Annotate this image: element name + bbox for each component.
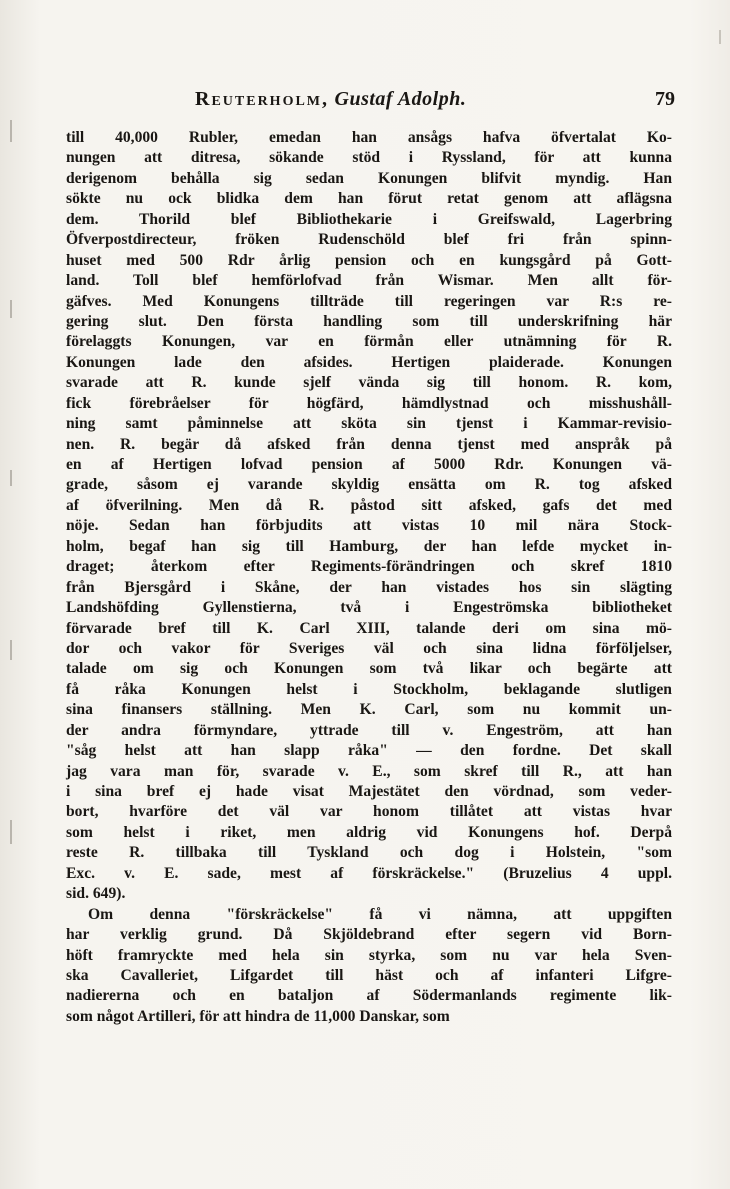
margin-mark bbox=[719, 30, 721, 44]
running-title-given-names: Gustaf Adolph. bbox=[334, 88, 467, 110]
text-line: ska Cavalleriet, Lifgardet till häst och af infanteri Lifgre- bbox=[66, 966, 672, 984]
text-line: dor och vakor för Sveriges väl och sina lidna förföljelser, bbox=[66, 639, 672, 657]
text-line: Om denna "förskräckelse" få vi nämna, att uppgiften bbox=[88, 905, 672, 923]
text-line: Öfverpostdirecteur, fröken Rudenschöld blef fri från spinn- bbox=[66, 231, 672, 249]
margin-mark bbox=[10, 820, 12, 844]
text-line: nen. R. begär då afsked från denna tjenst med anspråk på bbox=[66, 435, 672, 453]
margin-mark bbox=[10, 120, 12, 142]
text-line: grade, såsom ej varande skyldig ensätta om R. tog afsked bbox=[66, 476, 672, 494]
running-header bbox=[195, 88, 675, 116]
running-title-surname: Reuterholm, bbox=[195, 88, 330, 110]
text-line: sid. 649). bbox=[66, 885, 126, 903]
text-line: en af Hertigen lofvad pension af 5000 Rdr. Konungen vä- bbox=[66, 456, 672, 473]
text-line: land. Toll blef hemförlofvad från Wismar. Men allt för- bbox=[66, 272, 672, 290]
text-line: som något Artilleri, för att hindra de 11,000 Danskar, som bbox=[66, 1007, 450, 1025]
text-line: sökte nu ock blidka dem han förut retat genom att aflägsna bbox=[66, 190, 672, 208]
text-line: nungen att ditresa, sökande stöd i Ryssland, för att kunna bbox=[66, 149, 672, 167]
text-line: har verklig grund. Då Skjöldebrand efter segern vid Born- bbox=[66, 926, 672, 944]
text-line: "såg helst att han slapp råka" — den fordne. Det skall bbox=[66, 742, 672, 760]
page-number: 79 bbox=[655, 88, 675, 110]
text-line: gäfves. Med Konungens tillträde till regeringen var R:s re- bbox=[66, 292, 672, 310]
text-line: holm, begaf han sig till Hamburg, der han lefde mycket in- bbox=[66, 537, 672, 555]
text-line: ning samt påminnelse att sköta sin tjenst i Kammar-revisio- bbox=[66, 415, 672, 433]
text-line: fick förebråelser för högfärd, hämdlystnad och misshushåll- bbox=[66, 394, 672, 412]
text-line: af öfverilning. Men då R. påstod sitt afsked, gafs det med bbox=[66, 496, 672, 514]
text-line: sina finansers ställning. Men K. Carl, som nu kommit un- bbox=[66, 701, 672, 719]
text-line: gering slut. Den första handling som till underskrifning här bbox=[66, 312, 672, 330]
text-line: från Bjersgård i Skåne, der han vistades hos sin slägting bbox=[66, 578, 672, 596]
text-line: få råka Konungen helst i Stockholm, beklagande slutligen bbox=[66, 680, 672, 698]
text-line: dem. Thorild blef Bibliothekarie i Greifswald, Lagerbring bbox=[66, 210, 672, 228]
text-line: Landshöfding Gyllenstierna, två i Engeströmska bibliotheket bbox=[66, 599, 672, 617]
text-line: draget; återkom efter Regiments-förändringen och skref 1810 bbox=[66, 558, 672, 576]
text-line: jag vara man för, svarade v. E., som skref till R., att han bbox=[66, 762, 672, 780]
margin-mark bbox=[10, 640, 12, 660]
paragraph bbox=[66, 905, 672, 1028]
text-line: förelaggts Konungen, var en förmån eller utnämning för R. bbox=[66, 333, 672, 351]
body-text bbox=[66, 128, 672, 1027]
text-line: nadiererna och en bataljon af Södermanlands regimente lik- bbox=[66, 987, 672, 1005]
text-line: som helst i riket, men aldrig vid Konungens hof. Derpå bbox=[66, 823, 672, 841]
text-line: förvarade bref till K. Carl XIII, talande deri om sina mö- bbox=[66, 619, 672, 637]
text-line: reste R. tillbaka till Tyskland och dog i Holstein, "som bbox=[66, 844, 672, 862]
text-line: nöje. Sedan han förbjudits att vistas 10 mil nära Stock- bbox=[66, 517, 672, 535]
paragraph bbox=[66, 128, 672, 905]
text-line: huset med 500 Rdr årlig pension och en kungsgård på Gott- bbox=[66, 251, 672, 269]
running-title bbox=[195, 88, 466, 111]
text-line: der andra förmyndare, yttrade till v. Engeström, att han bbox=[66, 721, 672, 739]
margin-mark bbox=[10, 300, 12, 318]
text-line: Exc. v. E. sade, mest af förskräckelse." (Bruzelius 4 uppl. bbox=[66, 864, 672, 882]
text-line: bort, hvarföre det väl var honom tillåtet att vistas hvar bbox=[66, 803, 672, 821]
margin-mark bbox=[10, 470, 12, 486]
text-line: höft framryckte med hela sin styrka, som nu var hela Sven- bbox=[66, 946, 672, 964]
text-line: till 40,000 Rubler, emedan han ansågs hafva öfvertalat Ko- bbox=[66, 129, 672, 146]
text-line: i sina bref ej hade visat Majestätet den vördnad, som veder- bbox=[66, 783, 672, 800]
text-line: derigenom behålla sig sedan Konungen blifvit myndig. Han bbox=[66, 169, 672, 187]
text-line: talade om sig och Konungen som två likar och begärte att bbox=[66, 660, 672, 678]
text-line: Konungen lade den afsides. Hertigen plaiderade. Konungen bbox=[66, 353, 672, 371]
text-line: svarade att R. kunde sjelf vända sig till honom. R. kom, bbox=[66, 374, 672, 392]
